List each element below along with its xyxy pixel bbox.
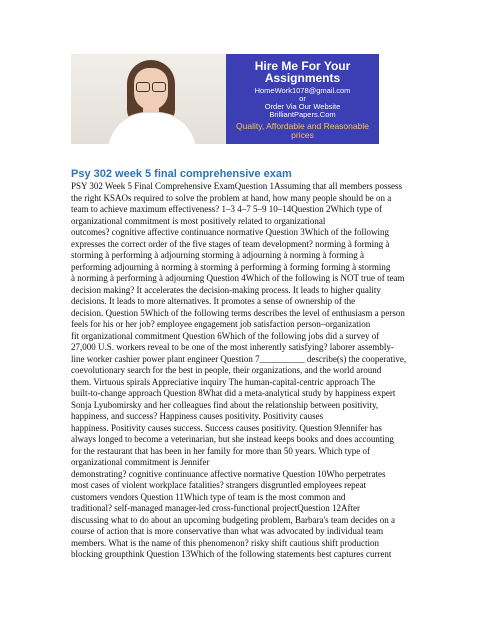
body-line: coevolutionary search for the best in people, their organizations, and the world around xyxy=(71,365,382,375)
body-line: organizational commitment is Jennifer xyxy=(71,457,210,467)
banner-or: or xyxy=(299,94,306,103)
body-line: outcomes? cognitive affective continuance normative Question 3Which of the following xyxy=(71,227,389,237)
document-body xyxy=(71,181,406,561)
body-line: for the restaurant that has been in her family for more than 50 years. Which type of xyxy=(71,445,370,456)
body-line: organizational commitment is most positively related to organizational xyxy=(71,215,326,226)
body-line: them. Virtuous spirals Appreciative inquiry The human-capital-centric approach The xyxy=(71,376,376,387)
body-line: blocking groupthink Question 13Which of the following statements best captures current xyxy=(71,549,392,559)
banner-website[interactable]: BrilliantPapers.Com xyxy=(269,110,336,119)
body-line: storming à performing à adjourning storming à adjourning à norming à forming à xyxy=(71,250,364,260)
body-line: decision making? It accelerates the decision-making process. It leads to higher quality xyxy=(71,284,381,295)
body-line: team to achieve maximum effectiveness? 1–3 4–7 5–9 10–14Question 2Which type of xyxy=(71,204,383,214)
banner-email[interactable]: HomeWork1078@gmail.com xyxy=(254,86,351,95)
body-line: feels for his or her job? employee engagement job satisfaction person–organization xyxy=(71,319,371,329)
body-line: course of action that is more conservative than what was advocated by individual team xyxy=(71,526,384,536)
body-line: decision. Question 5Which of the following terms describes the level of enthusiasm a person xyxy=(71,307,405,318)
body-line: most cases of violent workplace fatalities? strangers disgruntled employees repeat xyxy=(71,480,367,490)
body-line: discussing what to do about an upcoming budgeting problem, Barbara's team decides on a xyxy=(71,514,396,525)
banner-slogan: Quality, Affordable and Reasonable prices xyxy=(236,121,369,140)
body-line: always longed to become a veterinarian, but she instead keeps books and does accounting xyxy=(71,434,394,444)
banner-headline: Hire Me For Your Assignments xyxy=(254,59,351,85)
body-line: fit organizational commitment Question 6Which of the following jobs did a survey of xyxy=(71,330,380,341)
body-line: demonstrating? cognitive continuance affective normative Question 10Who perpetrates xyxy=(71,468,386,479)
body-line: decisions. It leads to more alternatives. It promotes a sense of ownership of the xyxy=(71,296,356,306)
body-line: happiness. Positivity causes success. Success causes positivity. Question 9Jennifer has xyxy=(71,422,382,433)
body-line: 27,000 U.S. workers reveal to be one of the most inherently satisfying? laborer assembly- xyxy=(71,342,394,352)
body-line: à norming à performing à adjourning Question 4Which of the following is NOT true of team xyxy=(71,273,405,283)
body-line: traditional? self-managed manager-led cross-functional projectQuestion 12After xyxy=(71,503,360,513)
body-line: customers vendors Question 11Which type of team is the most common and xyxy=(71,491,346,502)
advertisement-banner[interactable] xyxy=(71,54,379,144)
document-title: Psy 302 week 5 final comprehensive exam xyxy=(71,168,292,180)
body-line: Sonja Lyubomirsky and her colleagues find about the relationship between positivity, xyxy=(71,399,379,410)
shirt-shape xyxy=(107,112,197,144)
banner-text-panel xyxy=(226,54,379,144)
glasses-icon xyxy=(135,82,167,91)
body-line: performing adjourning à norming à storming à performing à forming forming à storming xyxy=(71,261,391,272)
body-line: line worker cashier power plant engineer Question 7__________ describe(s) the cooperative, xyxy=(71,353,407,364)
banner-order: Order Via Our Website xyxy=(264,102,341,111)
body-line: the right KSAOs required to solve the problem at hand, how many people should be on a xyxy=(71,192,392,203)
body-line: expresses the correct order of the five stages of team development? norming à forming à xyxy=(71,238,390,249)
body-line: PSY 302 Week 5 Final Comprehensive ExamQuestion 1Assuming that all members possess xyxy=(71,181,402,191)
body-line: happiness, and success? Happiness causes positivity. Positivity causes xyxy=(71,411,324,421)
body-line: members. What is the name of this phenomenon? risky shift cautious shift production xyxy=(71,537,380,548)
body-line: built-to-change approach Question 8What did a meta-analytical study by happiness expert xyxy=(71,388,396,398)
woman-photo-image xyxy=(71,54,226,144)
